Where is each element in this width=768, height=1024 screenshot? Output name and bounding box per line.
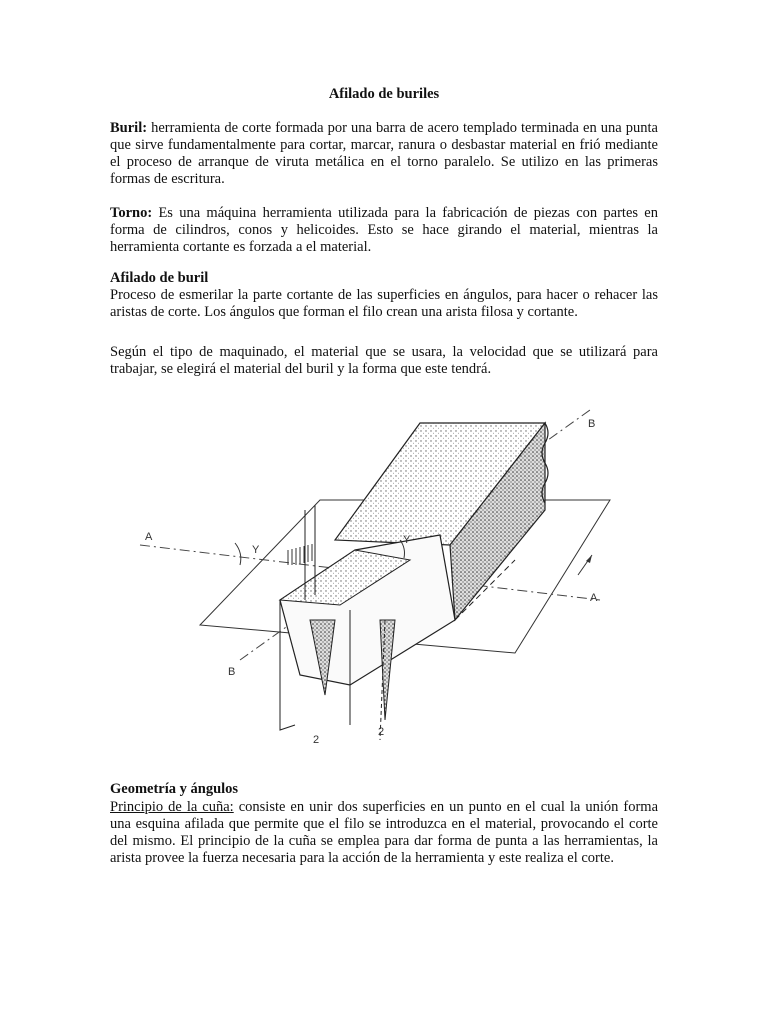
clearance-wedge-right [380,620,395,720]
buril-text: herramienta de corte formada por una barra de acero templado terminada en una punta que sirve fundamentalmente para cortar, marcar, ranura o desbastar material en frió mediante el proceso de arranque de viruta metálica en el torno paralelo. Se utilizo en las primeras formas de escritura. [110,120,658,187]
afilado-heading: Afilado de buril [110,270,209,286]
rake-angle-hatching [288,544,312,565]
segun-paragraph: Según el tipo de maquinado, el material que se usara, la velocidad que se utilizará para trabajar, se elegirá el material del buril y la forma que este tendrá. [110,344,658,377]
buril-paragraph [110,120,658,188]
geometria-heading: Geometría y ángulos [110,781,239,797]
cuna-term: Principio de la cuña: [110,799,234,815]
label-alpha-left: 2 [313,734,320,746]
label-alpha-right: 2 [378,726,385,738]
torno-paragraph [110,205,658,256]
afilado-paragraph: Proceso de esmerilar la parte cortante de las superficies en ángulos, para hacer o rehacer las aristas de corte. Los ángulos que forman el filo crean una arista filosa y cortante. [110,287,658,320]
torno-term: Torno: [110,205,153,221]
buril-angles-diagram [120,395,640,755]
label-gamma-left: Y [252,544,260,556]
cuna-text: consiste en unir dos superficies en un punto en el cual la unión forma una esquina afilada que permite que el filo se introduzca en el material, provocando el corte del mismo. El principio de la cuña se emplea para dar forma de punta a las herramientas, la arista provee la fuerza necesaria para la acción de la herramienta y este realiza el corte. [110,799,659,866]
buril-term: Buril: [110,120,148,136]
label-a-right: A [590,592,598,604]
label-a-left: A [145,531,153,543]
torno-text: Es una máquina herramienta utilizada para la fabricación de piezas con partes en forma de cilindros, conos y helicoides. Esto se hace girando el material, mientras la herramienta cortante es forzada a el material. [110,205,658,255]
geometria-paragraph [110,799,658,867]
gamma-arc-left [235,543,241,565]
page-title: Afilado de buriles [328,86,440,102]
label-gamma-right: Y [403,534,411,546]
label-b-left: B [228,666,236,678]
label-b-top: B [588,418,596,430]
